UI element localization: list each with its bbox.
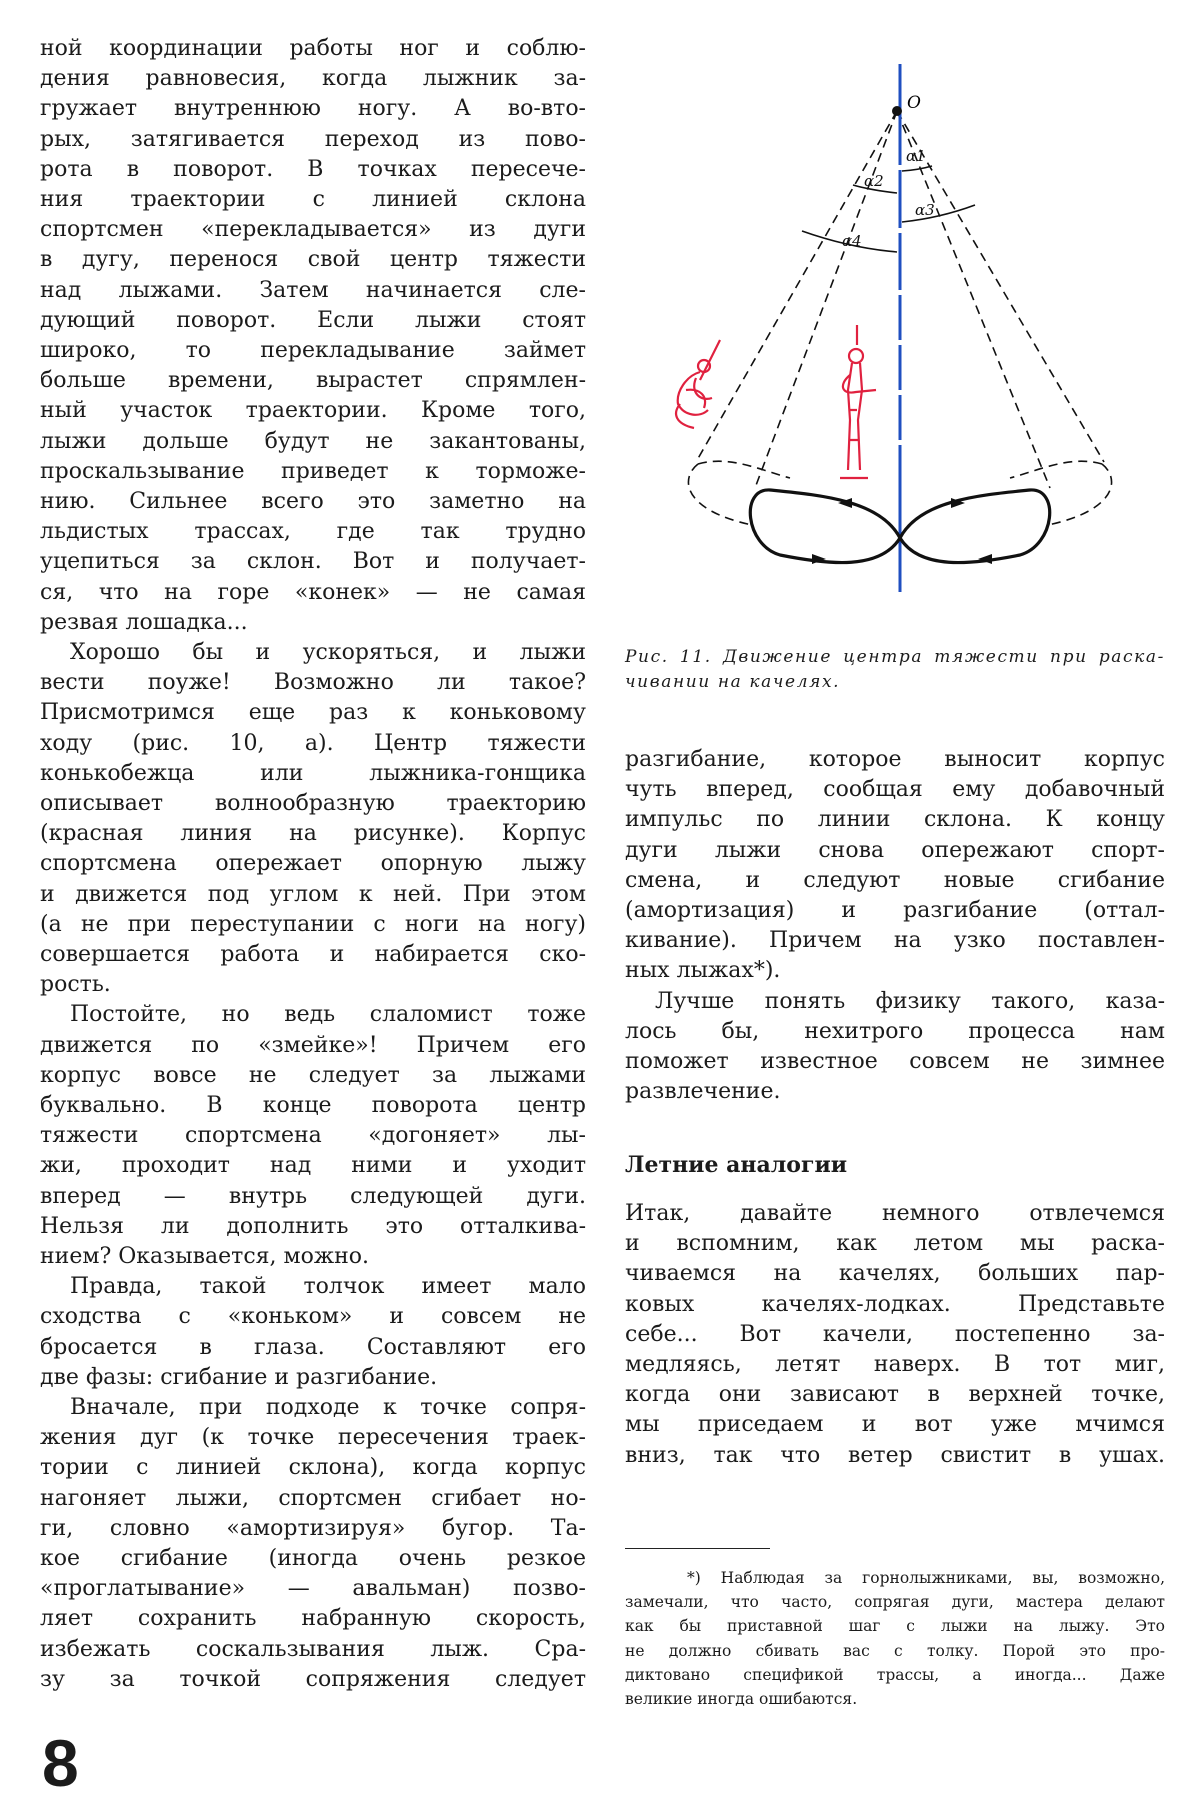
body-text-line: описывает волнообразную траекторию <box>40 791 586 816</box>
crouching-figure <box>676 340 720 428</box>
body-text-line: вниз, так что ветер свистит в ушах. <box>625 1442 1165 1468</box>
body-text-line: развлечение. <box>625 1079 781 1105</box>
body-text-line: две фазы: сгибание и разгибание. <box>40 1364 438 1390</box>
footnote-line: как бы приставной шаг с лыжи на лыжу. Это <box>625 1617 1165 1636</box>
body-text-line: рость. <box>40 972 111 998</box>
body-text-line: лось бы, нехитрого процесса нам <box>625 1018 1165 1044</box>
standing-figure <box>840 325 876 478</box>
body-text-line: Хорошо бы и ускоряться, и лыжи <box>70 640 586 665</box>
body-text-line: дующий поворот. Если лыжи стоят <box>40 307 586 333</box>
body-text-line: ния траектории с линией склона <box>40 187 586 212</box>
angle-label-a3: α3 <box>915 201 935 219</box>
body-text-line: ковых качелях-лодках. Представьте <box>625 1291 1165 1317</box>
body-text-line: Вначале, при подходе к точке сопря- <box>70 1395 586 1420</box>
body-text-line: и движется под углом к ней. При этом <box>40 881 586 907</box>
body-text-line: «проглатывание» — авальман) позво- <box>40 1576 586 1602</box>
body-text-line: жи, проходит над ними и уходит <box>40 1153 586 1179</box>
angle-label-a1: α1 <box>906 147 926 165</box>
footnote-divider <box>625 1548 770 1549</box>
body-text-line: Лучше понять физику такого, каза- <box>655 988 1165 1014</box>
body-text-line: чиваемся на качелях, больших пар- <box>625 1261 1165 1287</box>
body-text-line: ной координации работы ног и соблю- <box>40 36 586 61</box>
body-text-line: уцепиться за склон. Вот и получает- <box>40 549 586 575</box>
body-text-line: когда они зависают в верхней точке, <box>625 1382 1165 1408</box>
body-text-line: ных лыжах*). <box>625 958 781 984</box>
body-text-line: спортсмена опережает опорную лыжу <box>40 851 586 877</box>
body-text-line: вести поуже! Возможно ли такое? <box>40 670 586 696</box>
body-text-line: сходства с «коньком» и совсем не <box>40 1304 586 1330</box>
body-text-line: и вспомним, как летом мы раска- <box>625 1231 1165 1257</box>
body-text-line: совершается работа и набирается ско- <box>40 942 586 967</box>
footnote-line: великие иногда ошибаются. <box>625 1690 858 1708</box>
body-text-line: движется по «змейке»! Причем его <box>40 1032 586 1058</box>
body-text-line: нагоняет лыжи, спортсмен сгибает но- <box>40 1485 586 1511</box>
body-text-line: Присмотримся еще раз к коньковому <box>40 700 586 726</box>
footnote-line: замечали, что часто, сопрягая дуги, мастера делают <box>625 1593 1165 1612</box>
body-text-line: дуги лыжи снова опережают спорт- <box>625 837 1165 863</box>
body-text-line: себе... Вот качели, постепенно за- <box>625 1321 1165 1347</box>
body-text-line: бросается в глаза. Составляют его <box>40 1334 586 1360</box>
body-text-line: тории с линией склона), когда корпус <box>40 1455 586 1481</box>
angle-label-a4: α4 <box>842 232 862 250</box>
body-text-line: конькобежца или лыжника-гонщика <box>40 760 586 786</box>
body-text-line: зу за точкой сопряжения следует <box>40 1666 586 1692</box>
body-text-line: ляет сохранить набранную скорость, <box>40 1606 586 1632</box>
body-text-line: рота в поворот. В точках пересече- <box>40 156 586 182</box>
caption-line: чивании на качелях. <box>625 672 841 692</box>
body-text-line: (амортизация) и разгибание (оттал- <box>625 898 1165 923</box>
body-text-line: вперед — внутрь следующей дуги. <box>40 1183 586 1209</box>
angle-labels <box>842 147 935 250</box>
body-text-line: избежать соскальзывания лыж. Сра- <box>40 1636 586 1662</box>
body-text-line: дения равновесия, когда лыжник за- <box>40 66 586 92</box>
body-text-line: чуть вперед, сообщая ему добавочный <box>625 777 1165 803</box>
footnote-line: не должно сбивать вас с толку. Порой это про- <box>625 1641 1165 1660</box>
body-text-line: мы приседаем и вот уже мчимся <box>625 1412 1165 1438</box>
body-text-line: поможет известное совсем не зимнее <box>625 1049 1165 1074</box>
body-text-line: спортсмен «перекладывается» из дуги <box>40 217 586 243</box>
body-text-line: широко, то перекладывание займет <box>40 338 586 363</box>
body-text-line: льдистых трассах, где так трудно <box>40 519 586 545</box>
body-text-line: нию. Сильнее всего это заметно на <box>40 489 586 514</box>
body-text-line: медляясь, летят наверх. В тот миг, <box>625 1352 1165 1377</box>
body-text-line: рых, затягивается переход из пово- <box>40 126 586 152</box>
body-text-line: гружает внутреннюю ногу. А во-вто- <box>40 96 586 122</box>
body-text-line: проскальзывание приведет к торможе- <box>40 458 586 484</box>
body-text-line: в дугу, перенося свой центр тяжести <box>40 247 586 273</box>
pivot-label: O <box>907 93 921 113</box>
body-text-line: над лыжами. Затем начинается сле- <box>40 277 586 303</box>
body-text-line: нием? Оказывается, можно. <box>40 1244 370 1269</box>
footnote-line: *) Наблюдая за горнолыжниками, вы, возможно, <box>687 1569 1165 1587</box>
body-text-line: Правда, такой толчок имеет мало <box>70 1274 586 1300</box>
body-text-line: корпус вовсе не следует за лыжами <box>40 1062 586 1088</box>
body-text-line: больше времени, вырастет спрямлен- <box>40 368 586 394</box>
body-text-line: ходу (рис. 10, а). Центр тяжести <box>40 730 586 756</box>
body-text-line: буквально. В конце поворота центр <box>40 1093 586 1118</box>
body-text-line: Постойте, но ведь слаломист тоже <box>70 1002 586 1028</box>
body-text-line: смена, и следуют новые сгибание <box>625 867 1165 893</box>
body-text-line: кое сгибание (иногда очень резкое <box>40 1546 586 1571</box>
body-text-line: ги, словно «амортизируя» бугор. Та- <box>40 1515 586 1541</box>
body-text-line: резвая лошадка... <box>40 609 248 635</box>
body-text-line: ся, что на горе «конек» — не самая <box>40 579 586 605</box>
pivot-point <box>892 106 902 116</box>
body-text-line: ный участок траектории. Кроме того, <box>40 398 586 424</box>
body-text-line: Нельзя ли дополнить это отталкива- <box>40 1213 586 1239</box>
body-text-line: Итак, давайте немного отвлечемся <box>625 1201 1165 1226</box>
caption-line: Рис. 11. Движение центра тяжести при раска- <box>625 647 1165 667</box>
body-text-line: лыжи дольше будут не закантованы, <box>40 428 586 454</box>
figure-caption <box>625 645 1165 695</box>
body-text-line: импульс по линии склона. К концу <box>625 807 1165 833</box>
direction-arrows <box>812 498 992 564</box>
body-text-line: тяжести спортсмена «догоняет» лы- <box>40 1123 586 1149</box>
footnote-line: диктовано спецификой трассы, а иногда... Даже <box>625 1665 1165 1684</box>
angle-label-a2: α2 <box>864 172 884 190</box>
body-text-line: жения дуг (к точке пересечения траек- <box>40 1425 586 1451</box>
page-number: 8 <box>42 1726 79 1800</box>
body-text-line: (а не при переступании с ноги на ногу) <box>40 911 586 937</box>
body-text-line: разгибание, которое выносит корпус <box>625 747 1165 772</box>
body-text-line: кивание). Причем на узко поставлен- <box>625 928 1165 954</box>
body-text-line: (красная линия на рисунке). Корпус <box>40 821 586 847</box>
figure-11-swing-diagram <box>0 0 1200 640</box>
section-heading: Летние аналогии <box>625 1152 848 1178</box>
